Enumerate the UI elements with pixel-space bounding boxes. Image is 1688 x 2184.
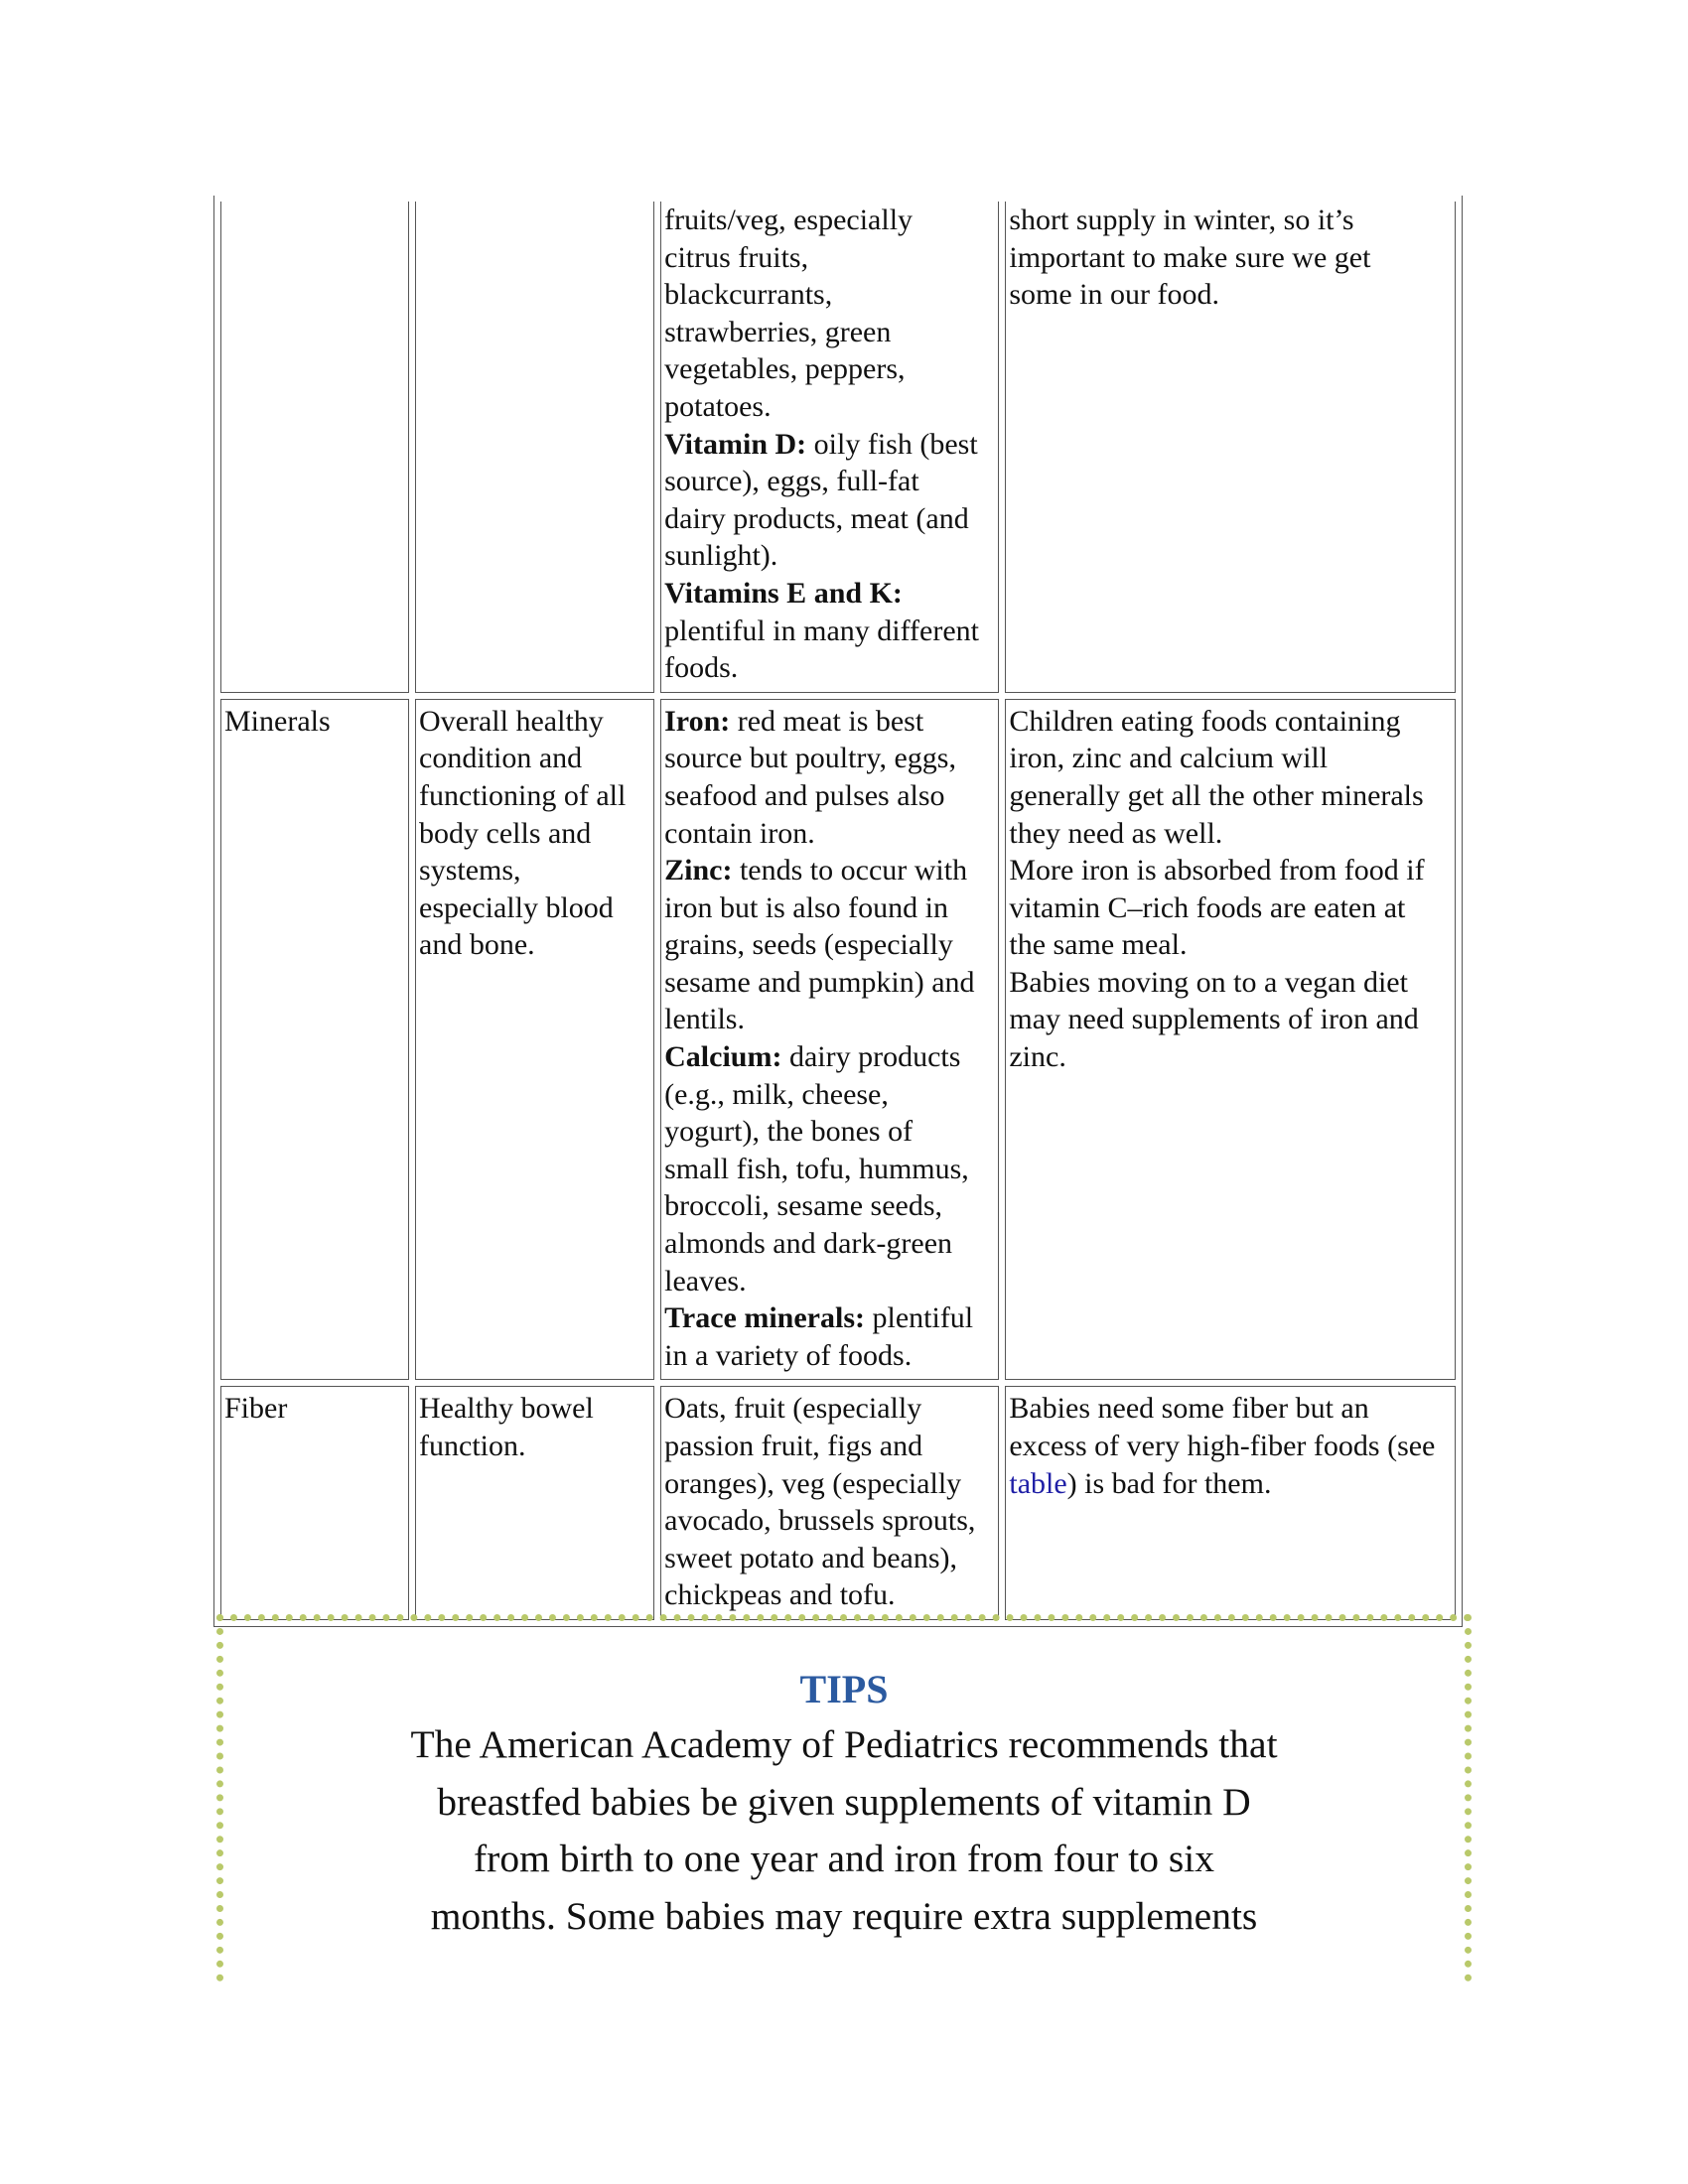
cell-role bbox=[415, 202, 654, 693]
calcium-label: Calcium: bbox=[664, 1040, 782, 1074]
source-line: iron but is also found in bbox=[664, 890, 948, 924]
source-line: strawberries, green bbox=[664, 315, 892, 348]
note-line: some in our food. bbox=[1009, 278, 1219, 312]
source-line: seafood and pulses also bbox=[664, 778, 945, 812]
table-row-fiber bbox=[220, 1386, 1456, 1620]
role-line: functioning of all bbox=[419, 778, 627, 812]
source-line: passion fruit, figs and bbox=[664, 1430, 923, 1462]
note-line: the same meal. bbox=[1009, 928, 1188, 962]
source-line: Oats, fruit (especially bbox=[664, 1392, 922, 1426]
source-line: sunlight). bbox=[664, 539, 778, 573]
cell-notes bbox=[1005, 699, 1456, 1381]
cell-role bbox=[415, 1386, 654, 1620]
source-line: Iron: red meat is best bbox=[664, 704, 924, 738]
source-line: sesame and pumpkin) and bbox=[664, 965, 975, 999]
source-line: lentils. bbox=[664, 1003, 745, 1036]
note-line: Children eating foods containing bbox=[1009, 704, 1401, 738]
note-line: vitamin C–rich foods are eaten at bbox=[1009, 890, 1406, 924]
note-line: Babies moving on to a vegan diet bbox=[1009, 965, 1408, 999]
source-line: fruits/veg, especially bbox=[664, 204, 914, 236]
source-line: plentiful in many different bbox=[664, 614, 979, 647]
note-line: zinc. bbox=[1009, 1040, 1066, 1074]
role-line: and bone. bbox=[419, 928, 535, 962]
note-line: generally get all the other minerals bbox=[1009, 778, 1424, 812]
note-line: excess of very high-fiber foods (see bbox=[1009, 1430, 1436, 1462]
role-line: condition and bbox=[419, 742, 583, 775]
source-line: vegetables, peppers, bbox=[664, 352, 906, 386]
source-line: avocado, brussels sprouts, bbox=[664, 1504, 976, 1538]
note-line: short supply in winter, so it’s bbox=[1009, 204, 1354, 236]
note-line: they need as well. bbox=[1009, 816, 1223, 850]
source-line: oranges), veg (especially bbox=[664, 1466, 962, 1500]
cell-nutrient bbox=[220, 202, 409, 693]
source-line: sweet potato and beans), bbox=[664, 1541, 958, 1574]
source-line: yogurt), the bones of bbox=[664, 1115, 914, 1149]
source-line: dairy products, meat (and bbox=[664, 501, 969, 535]
table-row-minerals bbox=[220, 699, 1456, 1381]
table-row-vitamins-continued bbox=[220, 202, 1456, 693]
role-line: function. bbox=[419, 1430, 526, 1462]
source-line: in a variety of foods. bbox=[664, 1338, 913, 1372]
cell-sources bbox=[660, 1386, 999, 1620]
note-line: table) is bad for them. bbox=[1009, 1466, 1272, 1500]
source-line: contain iron. bbox=[664, 816, 815, 850]
role-line: body cells and bbox=[419, 816, 592, 850]
source-line: chickpeas and tofu. bbox=[664, 1578, 896, 1612]
cell-nutrient: Minerals bbox=[220, 699, 409, 1381]
table-link[interactable]: table bbox=[1009, 1466, 1067, 1500]
source-line: source), eggs, full-fat bbox=[664, 465, 919, 498]
tips-line: breastfed babies be given supplements of vitamin D bbox=[437, 1779, 1251, 1824]
source-line: citrus fruits, bbox=[664, 240, 809, 274]
source-line: foods. bbox=[664, 651, 739, 685]
nutrition-table bbox=[213, 196, 1463, 1627]
note-line: important to make sure we get bbox=[1009, 240, 1371, 274]
note-line: iron, zinc and calcium will bbox=[1009, 742, 1329, 775]
source-line bbox=[664, 575, 996, 613]
source-line: leaves. bbox=[664, 1264, 747, 1297]
role-line: Overall healthy bbox=[419, 704, 604, 738]
source-line: Vitamin D: oily fish (best bbox=[664, 427, 978, 461]
source-line: Trace minerals: plentiful bbox=[664, 1301, 974, 1335]
cell-sources bbox=[660, 699, 999, 1381]
source-line: potatoes. bbox=[664, 389, 772, 423]
zinc-label: Zinc: bbox=[664, 854, 733, 887]
source-line: Zinc: tends to occur with bbox=[664, 854, 968, 887]
note-line: More iron is absorbed from food if bbox=[1009, 854, 1425, 887]
source-line: Calcium: dairy products bbox=[664, 1040, 961, 1074]
vitamin-d-label: Vitamin D: bbox=[664, 427, 807, 461]
note-line: Babies need some fiber but an bbox=[1009, 1392, 1369, 1426]
tips-line: The American Academy of Pediatrics recommends that bbox=[410, 1722, 1278, 1766]
source-line: almonds and dark-green bbox=[664, 1227, 953, 1261]
source-line: small fish, tofu, hummus, bbox=[664, 1152, 969, 1185]
trace-minerals-label: Trace minerals: bbox=[664, 1301, 865, 1335]
cell-nutrient: Fiber bbox=[220, 1386, 409, 1620]
iron-label: Iron: bbox=[664, 704, 731, 738]
role-line: Healthy bowel bbox=[419, 1392, 594, 1426]
note-line: may need supplements of iron and bbox=[1009, 1003, 1419, 1036]
source-line: blackcurrants, bbox=[664, 278, 833, 312]
source-line: grains, seeds (especially bbox=[664, 928, 953, 962]
role-line: especially blood bbox=[419, 890, 614, 924]
tips-line: from birth to one year and iron from four to six bbox=[474, 1837, 1214, 1880]
cell-notes bbox=[1005, 202, 1456, 693]
tips-body bbox=[223, 1716, 1465, 1945]
cell-sources bbox=[660, 202, 999, 693]
cell-notes bbox=[1005, 1386, 1456, 1620]
source-line: source but poultry, eggs, bbox=[664, 742, 956, 775]
source-line: broccoli, sesame seeds, bbox=[664, 1189, 943, 1223]
tips-line: months. Some babies may require extra supplements bbox=[430, 1893, 1258, 1938]
vitamins-e-k-label: Vitamins E and K: bbox=[664, 576, 903, 610]
role-line: systems, bbox=[419, 854, 521, 887]
tips-title: TIPS bbox=[799, 1667, 889, 1711]
source-line: (e.g., milk, cheese, bbox=[664, 1077, 889, 1111]
tips-box bbox=[216, 1614, 1472, 1981]
cell-role bbox=[415, 699, 654, 1381]
